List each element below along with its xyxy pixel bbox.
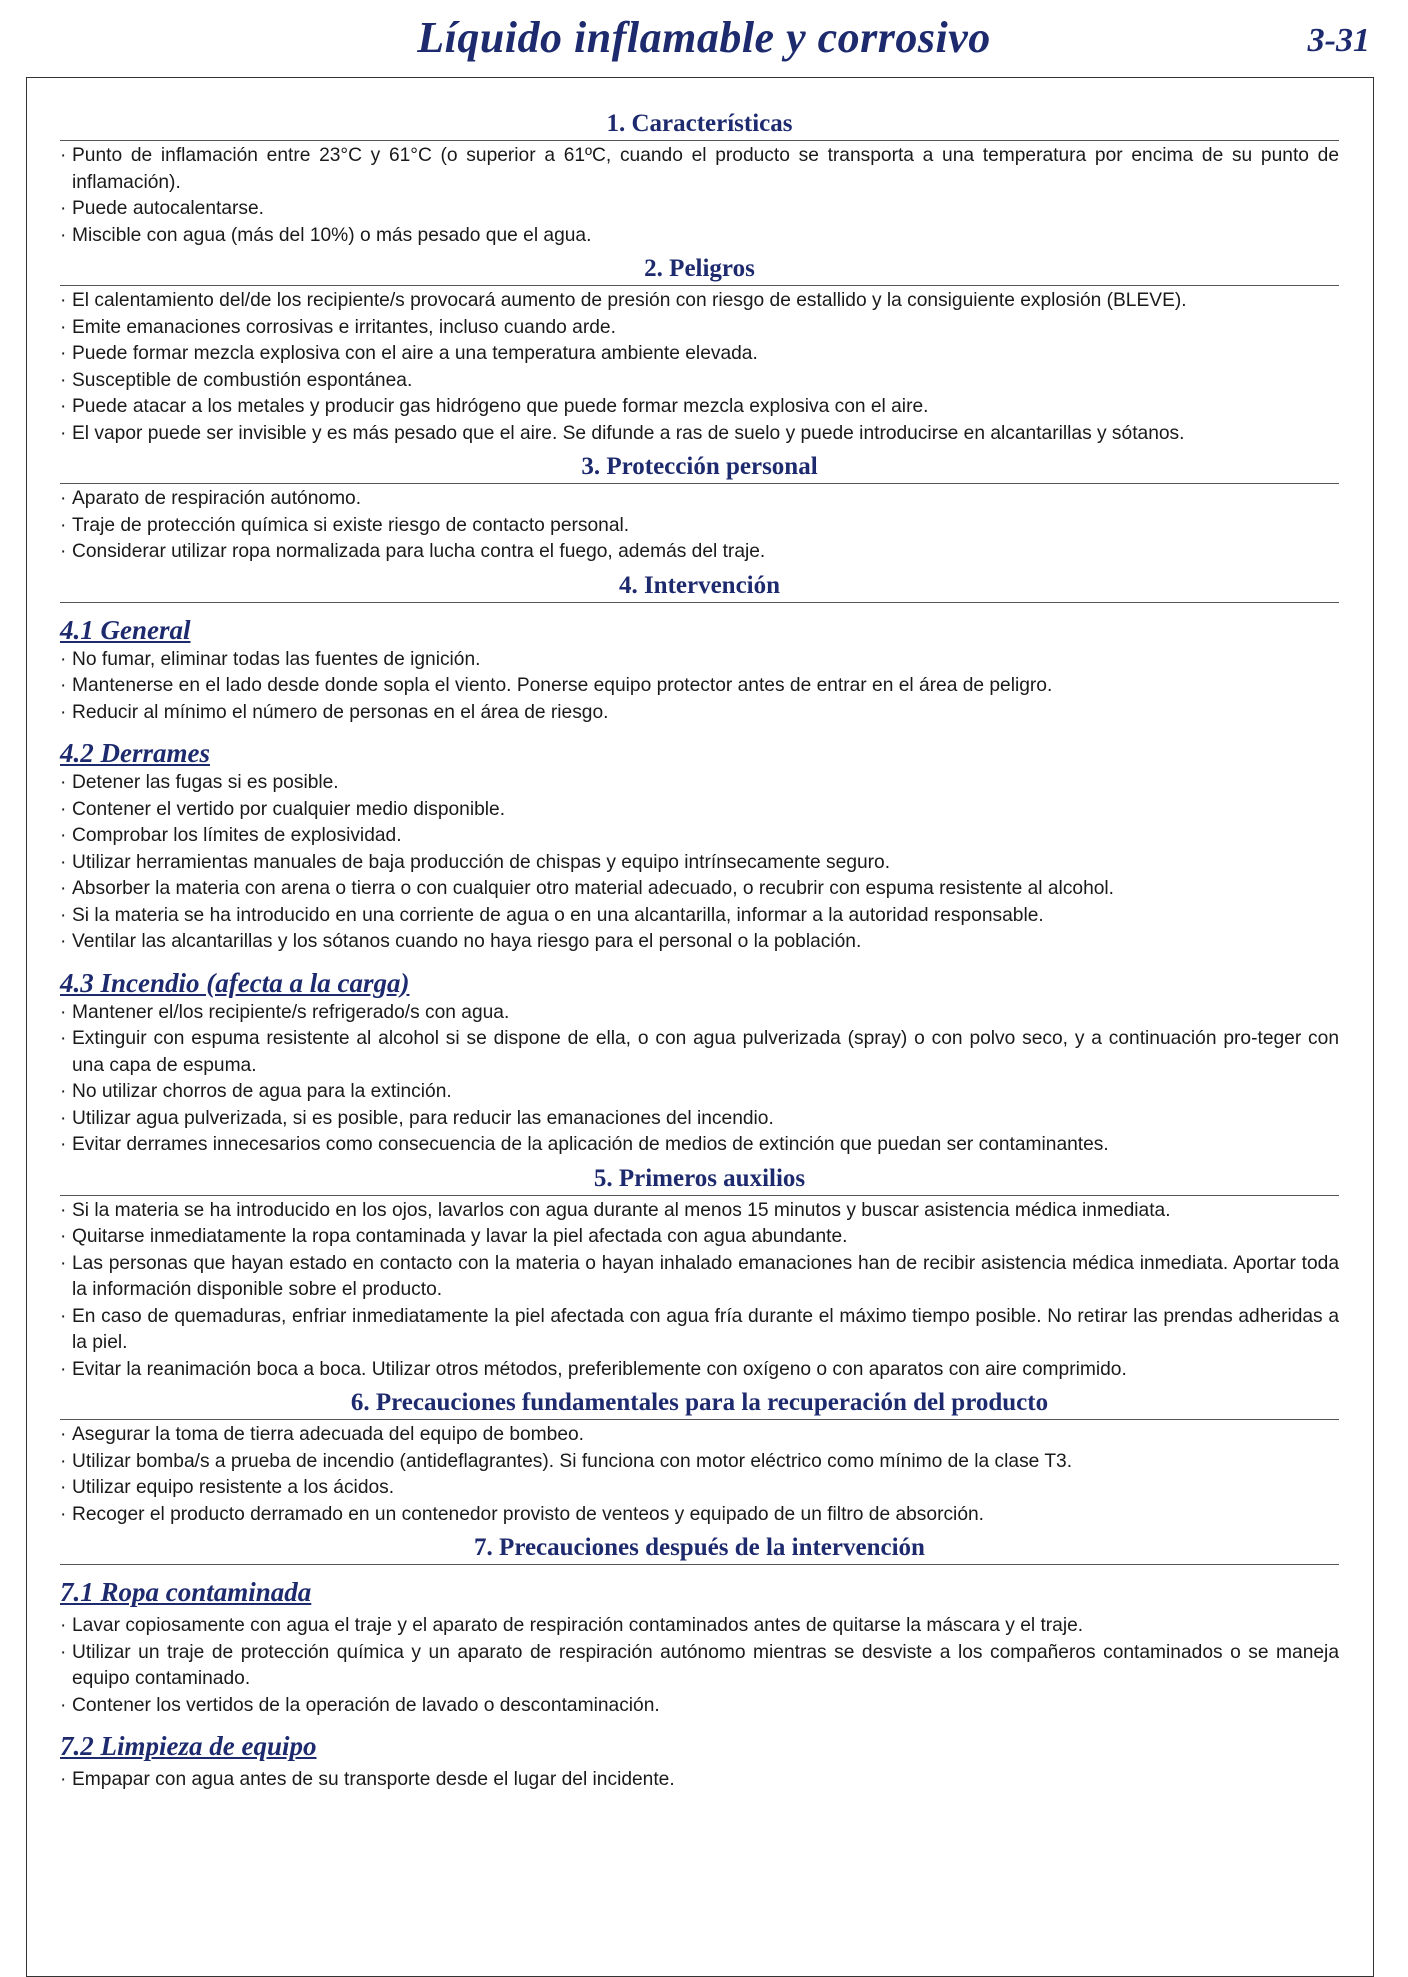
section-heading-intervencion: 4. Intervención bbox=[60, 570, 1339, 603]
document-body bbox=[60, 108, 1339, 1794]
list-item: · Ventilar las alcantarillas y los sótanos cuando no haya riesgo para el personal o la población. bbox=[60, 929, 1339, 956]
list-item: · Aparato de respiración autónomo. bbox=[60, 486, 1339, 513]
section-heading-despues-intervencion: 7. Precauciones después de la intervención bbox=[60, 1532, 1339, 1565]
list-item: · Utilizar bomba/s a prueba de incendio (antideflagrantes). Si funciona con motor eléctrico como mínimo de la clase T3. bbox=[60, 1449, 1339, 1476]
list-item: · Considerar utilizar ropa normalizada para lucha contra el fuego, además del traje. bbox=[60, 539, 1339, 566]
list-item: · Puede formar mezcla explosiva con el aire a una temperatura ambiente elevada. bbox=[60, 341, 1339, 368]
subsection-list-derrames bbox=[60, 770, 1339, 956]
list-item: · Mantenerse en el lado desde donde sopla el viento. Ponerse equipo protector antes de entrar en el área de peligro. bbox=[60, 673, 1339, 700]
list-item: · Si la materia se ha introducido en una corriente de agua o en una alcantarilla, informar a la autoridad responsable. bbox=[60, 903, 1339, 930]
list-item: · Lavar copiosamente con agua el traje y el aparato de respiración contaminados antes de quitarse la máscara y el traje. bbox=[60, 1613, 1339, 1640]
section-heading-caracteristicas: 1. Características bbox=[60, 108, 1339, 141]
list-item: · No utilizar chorros de agua para la extinción. bbox=[60, 1079, 1339, 1106]
page-title: Líquido inflamable y corrosivo bbox=[417, 13, 991, 62]
section-list-recuperacion-producto bbox=[60, 1422, 1339, 1528]
subsection-heading-ropa-contaminada: 7.1 Ropa contaminada bbox=[60, 1577, 312, 1607]
list-item: · Comprobar los límites de explosividad. bbox=[60, 823, 1339, 850]
list-item: · Evitar derrames innecesarios como consecuencia de la aplicación de medios de extinción que puedan ser contaminantes. bbox=[60, 1132, 1339, 1159]
subsection-list-limpieza-equipo bbox=[60, 1767, 1339, 1794]
list-item: · Traje de protección química si existe riesgo de contacto personal. bbox=[60, 513, 1339, 540]
section-list-proteccion-personal bbox=[60, 486, 1339, 566]
list-item: · Susceptible de combustión espontánea. bbox=[60, 368, 1339, 395]
list-item: · El calentamiento del/de los recipiente/s provocará aumento de presión con riesgo de estallido y la consiguiente explosión (BLEVE). bbox=[60, 288, 1339, 315]
section-list-primeros-auxilios bbox=[60, 1198, 1339, 1384]
list-item: · Puede autocalentarse. bbox=[60, 196, 1339, 223]
list-item: · Contener el vertido por cualquier medio disponible. bbox=[60, 797, 1339, 824]
subsection-heading-incendio: 4.3 Incendio (afecta a la carga) bbox=[60, 967, 410, 998]
section-list-caracteristicas bbox=[60, 143, 1339, 249]
list-item: · Extinguir con espuma resistente al alcohol si se dispone de ella, o con agua pulverizada (spray) o con polvo seco, y a continuación pro-teger con una capa de espuma. bbox=[60, 1026, 1339, 1079]
subsection-list-general bbox=[60, 647, 1339, 727]
subsection-heading-limpieza-equipo: 7.2 Limpieza de equipo bbox=[60, 1731, 317, 1761]
subsection-list-ropa-contaminada bbox=[60, 1613, 1339, 1719]
list-item: · Mantener el/los recipiente/s refrigerado/s con agua. bbox=[60, 1000, 1339, 1027]
section-heading-primeros-auxilios: 5. Primeros auxilios bbox=[60, 1163, 1339, 1196]
list-item: · Las personas que hayan estado en contacto con la materia o hayan inhalado emanaciones han de recibir asistencia médica inmediata. Aportar toda la información disponible sobre el producto. bbox=[60, 1251, 1339, 1304]
list-item: · Recoger el producto derramado en un contenedor provisto de venteos y equipado de un filtro de absorción. bbox=[60, 1502, 1339, 1529]
list-item: · Utilizar un traje de protección química y un aparato de respiración autónomo mientras se desviste a los compañeros contaminados o se maneja equipo contaminado. bbox=[60, 1640, 1339, 1693]
list-item: · Utilizar herramientas manuales de baja producción de chispas y equipo intrínsecamente seguro. bbox=[60, 850, 1339, 877]
section-list-peligros bbox=[60, 288, 1339, 447]
list-item: · En caso de quemaduras, enfriar inmediatamente la piel afectada con agua fría durante el máximo tiempo posible. No retirar las prendas adheridas a la piel. bbox=[60, 1304, 1339, 1357]
section-heading-proteccion-personal: 3. Protección personal bbox=[60, 451, 1339, 484]
list-item: · Utilizar equipo resistente a los ácidos. bbox=[60, 1475, 1339, 1502]
section-heading-recuperacion-producto: 6. Precauciones fundamentales para la recuperación del producto bbox=[60, 1387, 1339, 1420]
list-item: · Miscible con agua (más del 10%) o más pesado que el agua. bbox=[60, 223, 1339, 250]
list-item: · Emite emanaciones corrosivas e irritantes, incluso cuando arde. bbox=[60, 315, 1339, 342]
list-item: · No fumar, eliminar todas las fuentes de ignición. bbox=[60, 647, 1339, 674]
section-heading-peligros: 2. Peligros bbox=[60, 253, 1339, 286]
page-number: 3-31 bbox=[1307, 22, 1370, 59]
list-item: · Quitarse inmediatamente la ropa contaminada y lavar la piel afectada con agua abundante. bbox=[60, 1224, 1339, 1251]
list-item: · Si la materia se ha introducido en los ojos, lavarlos con agua durante al menos 15 minutos y buscar asistencia médica inmediata. bbox=[60, 1198, 1339, 1225]
subsection-heading-general: 4.1 General bbox=[60, 614, 191, 645]
list-item: · Evitar la reanimación boca a boca. Utilizar otros métodos, preferiblemente con oxígeno o con aparatos con aire comprimido. bbox=[60, 1357, 1339, 1384]
list-item: · Empapar con agua antes de su transporte desde el lugar del incidente. bbox=[60, 1767, 1339, 1794]
list-item: · Utilizar agua pulverizada, si es posible, para reducir las emanaciones del incendio. bbox=[60, 1106, 1339, 1133]
list-item: · Absorber la materia con arena o tierra o con cualquier otro material adecuado, o recubrir con espuma resistente al alcohol. bbox=[60, 876, 1339, 903]
subsection-heading-derrames: 4.2 Derrames bbox=[60, 738, 210, 768]
list-item: · Puede atacar a los metales y producir gas hidrógeno que puede formar mezcla explosiva con el aire. bbox=[60, 394, 1339, 421]
list-item: · El vapor puede ser invisible y es más pesado que el aire. Se difunde a ras de suelo y puede introducirse en alcantarillas y sótanos. bbox=[60, 421, 1339, 448]
list-item: · Reducir al mínimo el número de personas en el área de riesgo. bbox=[60, 700, 1339, 727]
list-item: · Punto de inflamación entre 23°C y 61°C (o superior a 61ºC, cuando el producto se transporta a una temperatura por encima de su punto de inflamación). bbox=[60, 143, 1339, 196]
subsection-list-incendio bbox=[60, 1000, 1339, 1159]
list-item: · Asegurar la toma de tierra adecuada del equipo de bombeo. bbox=[60, 1422, 1339, 1449]
list-item: · Contener los vertidos de la operación de lavado o descontaminación. bbox=[60, 1693, 1339, 1720]
list-item: · Detener las fugas si es posible. bbox=[60, 770, 1339, 797]
